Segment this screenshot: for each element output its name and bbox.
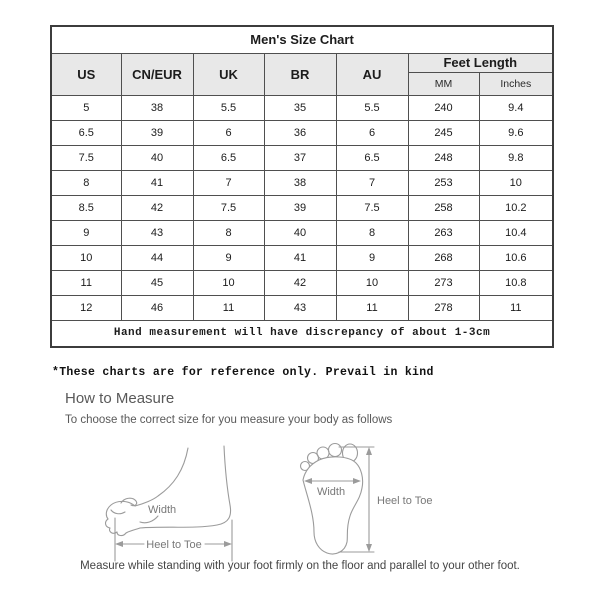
table-row <box>51 245 553 270</box>
size-cell: 12 <box>51 295 121 320</box>
size-cell: 42 <box>121 195 193 220</box>
size-cell: 7.5 <box>336 195 408 220</box>
size-cell: 10 <box>336 270 408 295</box>
size-cell: 39 <box>121 120 193 145</box>
column-header-br: BR <box>264 53 336 95</box>
size-cell: 278 <box>408 295 479 320</box>
size-cell: 6.5 <box>193 145 264 170</box>
size-cell: 46 <box>121 295 193 320</box>
arrow-head-right <box>224 541 232 547</box>
chart-title: Men's Size Chart <box>51 26 553 53</box>
sole-toe-2 <box>329 444 342 457</box>
size-cell: 11 <box>479 295 553 320</box>
size-cell: 10 <box>479 170 553 195</box>
measurement-note: Hand measurement will have discrepancy of about 1-3cm <box>51 320 553 347</box>
size-cell: 40 <box>264 220 336 245</box>
size-cell: 37 <box>264 145 336 170</box>
sole-width-label: Width <box>316 486 346 498</box>
size-cell: 8 <box>336 220 408 245</box>
size-cell: 10.6 <box>479 245 553 270</box>
arrow-head-left <box>115 541 123 547</box>
size-cell: 248 <box>408 145 479 170</box>
side-heel-to-toe-label: Heel to Toe <box>146 539 202 551</box>
column-header-feet-length: Feet Length <box>408 53 553 72</box>
size-cell: 9 <box>336 245 408 270</box>
table-row <box>51 195 553 220</box>
size-cell: 35 <box>264 95 336 120</box>
side-width-label: Width <box>148 504 177 516</box>
size-cell: 10 <box>193 270 264 295</box>
size-cell: 253 <box>408 170 479 195</box>
size-cell: 41 <box>264 245 336 270</box>
size-cell: 11 <box>193 295 264 320</box>
size-cell: 8 <box>51 170 121 195</box>
how-to-measure-intro: To choose the correct size for you measure your body as follows <box>65 414 393 426</box>
size-cell: 9 <box>193 245 264 270</box>
column-header-uk: UK <box>193 53 264 95</box>
table-row <box>51 170 553 195</box>
size-table-body <box>51 95 553 320</box>
size-cell: 8.5 <box>51 195 121 220</box>
size-cell: 9 <box>51 220 121 245</box>
size-cell: 9.8 <box>479 145 553 170</box>
size-cell: 6 <box>336 120 408 145</box>
size-cell: 6.5 <box>51 120 121 145</box>
size-cell: 240 <box>408 95 479 120</box>
table-row <box>51 295 553 320</box>
size-cell: 10.2 <box>479 195 553 220</box>
size-cell: 45 <box>121 270 193 295</box>
size-cell: 11 <box>51 270 121 295</box>
how-to-measure-heading: How to Measure <box>65 390 175 407</box>
size-cell: 273 <box>408 270 479 295</box>
foot-instep-line <box>135 448 188 506</box>
size-cell: 263 <box>408 220 479 245</box>
column-header-inches: Inches <box>479 72 553 95</box>
size-cell: 268 <box>408 245 479 270</box>
width-leader-line <box>140 516 158 523</box>
size-cell: 6.5 <box>336 145 408 170</box>
column-header-mm: MM <box>408 72 479 95</box>
size-cell: 9.4 <box>479 95 553 120</box>
size-cell: 10.8 <box>479 270 553 295</box>
size-cell: 7.5 <box>51 145 121 170</box>
mens-size-chart-table <box>50 25 554 348</box>
size-cell: 245 <box>408 120 479 145</box>
size-cell: 10 <box>51 245 121 270</box>
measure-caption: Measure while standing with your foot firmly on the floor and parallel to your other foot. <box>80 560 520 572</box>
table-row <box>51 270 553 295</box>
column-header-us: US <box>51 53 121 95</box>
size-cell: 10.4 <box>479 220 553 245</box>
size-cell: 43 <box>264 295 336 320</box>
foot-sole-view-diagram <box>293 438 443 570</box>
toe-detail-line <box>111 510 125 514</box>
size-cell: 9.6 <box>479 120 553 145</box>
size-cell: 41 <box>121 170 193 195</box>
table-title-row <box>51 26 553 53</box>
size-cell: 6 <box>193 120 264 145</box>
size-cell: 5.5 <box>336 95 408 120</box>
table-row <box>51 95 553 120</box>
table-row <box>51 145 553 170</box>
foot-side-view-diagram <box>98 440 243 568</box>
size-cell: 44 <box>121 245 193 270</box>
size-cell: 40 <box>121 145 193 170</box>
size-cell: 39 <box>264 195 336 220</box>
column-header-au: AU <box>336 53 408 95</box>
size-cell: 36 <box>264 120 336 145</box>
sole-outline <box>303 457 363 554</box>
column-header-cn-eur: CN/EUR <box>121 53 193 95</box>
sole-length-arrow-head-top <box>366 447 372 455</box>
reference-note: *These charts are for reference only. Prevail in kind <box>52 366 434 379</box>
size-cell: 258 <box>408 195 479 220</box>
table-row <box>51 220 553 245</box>
size-cell: 8 <box>193 220 264 245</box>
size-cell: 43 <box>121 220 193 245</box>
size-cell: 38 <box>121 95 193 120</box>
sole-length-arrow-head-bottom <box>366 544 372 552</box>
size-cell: 7 <box>193 170 264 195</box>
size-cell: 5.5 <box>193 95 264 120</box>
foot-toes <box>106 501 140 535</box>
size-cell: 7.5 <box>193 195 264 220</box>
table-row <box>51 120 553 145</box>
measurement-note-row <box>51 320 553 347</box>
size-cell: 38 <box>264 170 336 195</box>
size-cell: 11 <box>336 295 408 320</box>
size-cell: 5 <box>51 95 121 120</box>
size-cell: 42 <box>264 270 336 295</box>
table-header-row <box>51 53 553 72</box>
size-cell: 7 <box>336 170 408 195</box>
sole-heel-to-toe-label: Heel to Toe <box>377 495 433 507</box>
